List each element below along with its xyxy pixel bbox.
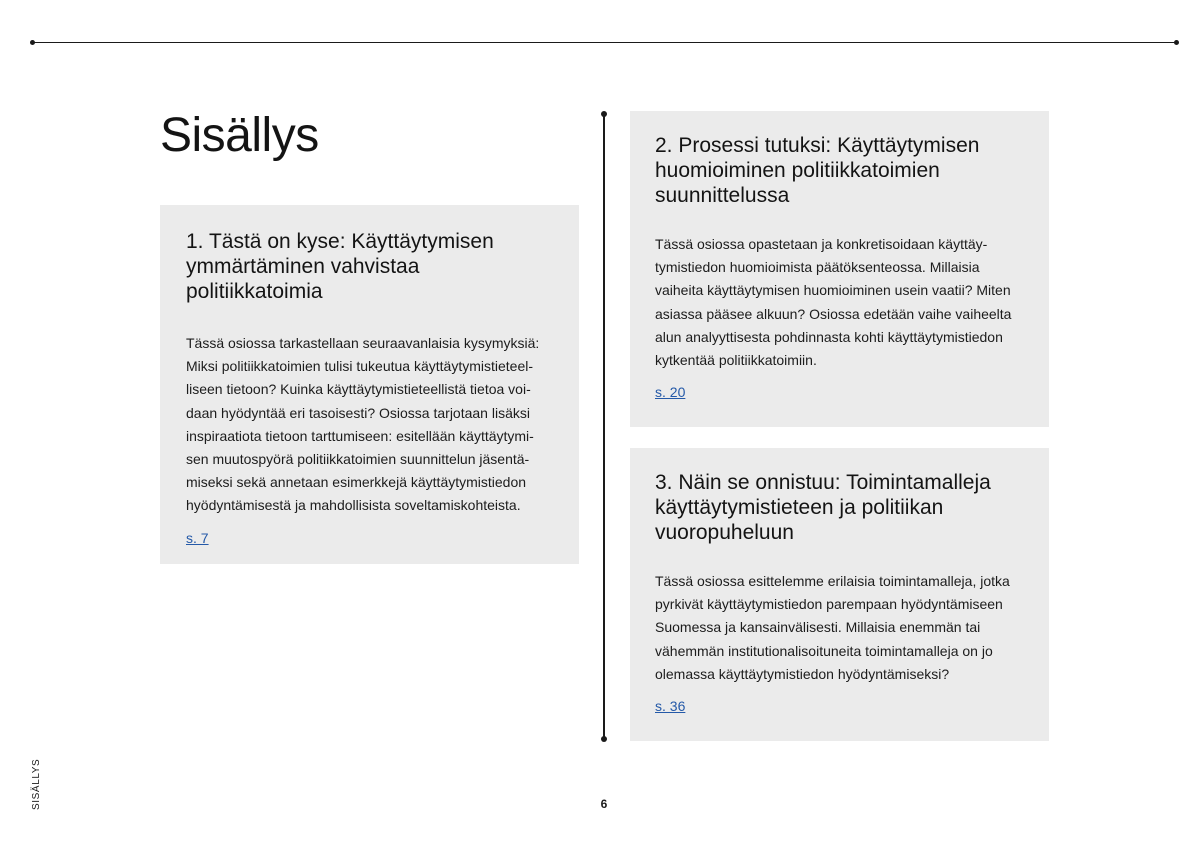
section-1-text-line: Miksi politiikkatoimien tulisi tukeutua käyttäytymistieteel- (186, 358, 534, 375)
top-rule (32, 42, 1177, 43)
section-1-text-line: sen muutospyörä politiikkatoimien suunnittelun jäsentä- (186, 451, 530, 468)
section-3-description (655, 570, 1029, 686)
section-1-text-line: Tässä osiossa tarkastellaan seuraavanlaisia kysymyksiä: (186, 335, 540, 351)
section-1-heading (186, 229, 553, 304)
section-3-heading-line: vuoropuheluun (655, 521, 794, 544)
section-card-1 (160, 205, 579, 564)
section-2-text-line: Tässä osiossa opastetaan ja konkretisoidaan käyttäy- (655, 236, 988, 252)
column-divider (603, 113, 605, 740)
section-3-text-line: Tässä osiossa esittelemme erilaisia toimintamalleja, jotka (655, 573, 1010, 589)
section-3-text-line: pyrkivät käyttäytymistiedon parempaan hyödyntämiseen (655, 596, 1003, 613)
section-1-text-line: miseksi sekä annetaan esimerkkejä käyttäytymistiedon (186, 474, 527, 491)
section-3-heading-line: käyttäytymistieteen ja politiikan (655, 496, 944, 519)
section-3-text-line: Suomessa ja kansainvälisesti. Millaisia enemmän tai (655, 619, 981, 636)
section-card-3 (630, 448, 1049, 741)
section-2-description (655, 233, 1029, 372)
section-2-text-line: tymistiedon huomioimista päätöksenteossa. Millaisia (655, 259, 980, 276)
section-2-text-line: alun analyyttisesta pohdinnasta kohti käyttäytymistiedon (655, 328, 1003, 345)
section-3-page-link[interactable]: s. 36 (655, 698, 686, 715)
section-card-2 (630, 111, 1049, 427)
section-1-text-line: daan hyödyntää eri tasoisesti? Osiossa tarjotaan lisäksi (186, 404, 530, 421)
section-1-description (186, 332, 553, 518)
section-2-heading (655, 133, 1029, 208)
section-1-heading-line: ymmärtäminen vahvistaa (186, 255, 420, 278)
section-3-heading-line: 3. Näin se onnistuu: Toimintamalleja (655, 471, 991, 494)
page-number: 6 (600, 797, 608, 811)
section-2-text-line: kytkentää politiikkatoimiin. (655, 352, 817, 369)
section-1-page-link[interactable]: s. 7 (186, 529, 209, 546)
side-section-label: SISÄLLYS (31, 758, 42, 810)
section-2-text-line: vaiheita käyttäytymisen huomioiminen usein vaatii? Miten (655, 282, 1011, 299)
section-1-text-line: liseen tietoon? Kuinka käyttäytymistieteellistä tietoa voi- (186, 381, 531, 398)
section-2-heading-line: suunnittelussa (655, 184, 790, 207)
section-2-page-link[interactable]: s. 20 (655, 384, 686, 401)
section-3-heading (655, 470, 1029, 545)
page-title: Sisällys (160, 109, 319, 162)
section-1-heading-line: 1. Tästä on kyse: Käyttäytymisen (186, 230, 494, 253)
section-1-text-line: hyödyntämisestä ja mahdollisista soveltamiskohteista. (186, 497, 521, 514)
section-2-heading-line: 2. Prosessi tutuksi: Käyttäytymisen (655, 134, 980, 157)
section-1-heading-line: politiikkatoimia (186, 280, 323, 303)
section-1-text-line: inspiraatiota tietoon tarttumiseen: esitellään käyttäytymi- (186, 427, 534, 444)
section-3-text-line: olemassa käyttäytymistiedon hyödyntämiseksi? (655, 665, 950, 682)
section-2-heading-line: huomioiminen politiikkatoimien (655, 159, 940, 182)
section-3-text-line: vähemmän institutionalisoituneita toimintamalleja on jo (655, 642, 993, 659)
section-2-text-line: asiassa pääsee alkuun? Osiossa edetään vaihe vaiheelta (655, 305, 1012, 322)
